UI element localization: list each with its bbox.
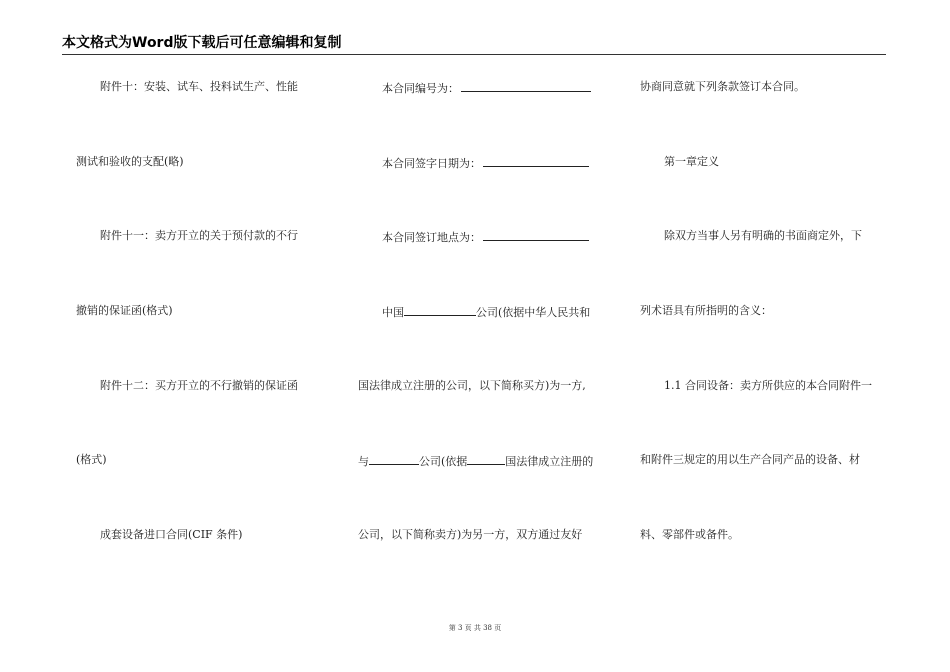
signing-place-label: 本合同签订地点为： [382, 231, 481, 244]
buyer-prefix: 中国 [382, 306, 404, 319]
col3-line-3: 除双方当事人另有明确的书面商定外，下 [664, 229, 862, 242]
col1-line-7: 成套设备进口合同(CIF 条件) [100, 528, 243, 541]
col3-line-5: 1.1 合同设备：卖方所供应的本合同附件一 [664, 379, 872, 392]
col1-line-5: 附件十二：买方开立的不行撤销的保证函 [100, 379, 298, 392]
seller-company-blank [369, 453, 419, 465]
header-title: 本文格式为Word版下载后可任意编辑和复制 [62, 35, 342, 51]
buyer-line [382, 304, 590, 320]
seller-prefix: 与 [358, 455, 369, 468]
signing-place-line [382, 229, 589, 245]
col3-line-6: 和附件三规定的用以生产合同产品的设备、材 [640, 453, 860, 466]
col1-line-1: 附件十：安装、试车、投料试生产、性能 [100, 80, 298, 93]
buyer-suffix: 公司(依据中华人民共和 [476, 306, 591, 319]
col1-line-4: 撤销的保证函(格式) [76, 304, 173, 317]
chapter-heading: 第一章定义 [664, 155, 719, 168]
contract-number-blank [461, 80, 591, 92]
col2-line-5: 国法律成立注册的公司，以下简称买方)为一方, [358, 379, 586, 392]
col3-line-7: 料、零部件或备件。 [640, 528, 739, 541]
page-number: 第 3 页 共 38 页 [448, 624, 502, 632]
signing-date-label: 本合同签字日期为： [382, 157, 481, 170]
col1-line-6: (格式) [76, 453, 107, 466]
col3-line-1: 协商同意就下列条款签订本合同。 [640, 80, 805, 93]
signing-date-line [382, 155, 589, 171]
contract-number-label: 本合同编号为： [382, 82, 459, 95]
contract-number-line [382, 80, 591, 96]
seller-middle: 公司(依据 [419, 455, 468, 468]
col1-line-2: 测试和验收的支配(略) [76, 155, 184, 168]
seller-line [358, 453, 593, 469]
signing-place-blank [483, 229, 589, 241]
signing-date-blank [483, 155, 589, 167]
col2-line-7: 公司，以下简称卖方)为另一方，双方通过友好 [358, 528, 583, 541]
page-header [62, 34, 886, 55]
seller-country-blank [467, 453, 505, 465]
buyer-company-blank [404, 304, 476, 316]
col3-line-4: 列术语具有所指明的含义： [640, 304, 772, 317]
col1-line-3: 附件十一：卖方开立的关于预付款的不行 [100, 229, 298, 242]
seller-suffix: 国法律成立注册的 [505, 455, 594, 468]
